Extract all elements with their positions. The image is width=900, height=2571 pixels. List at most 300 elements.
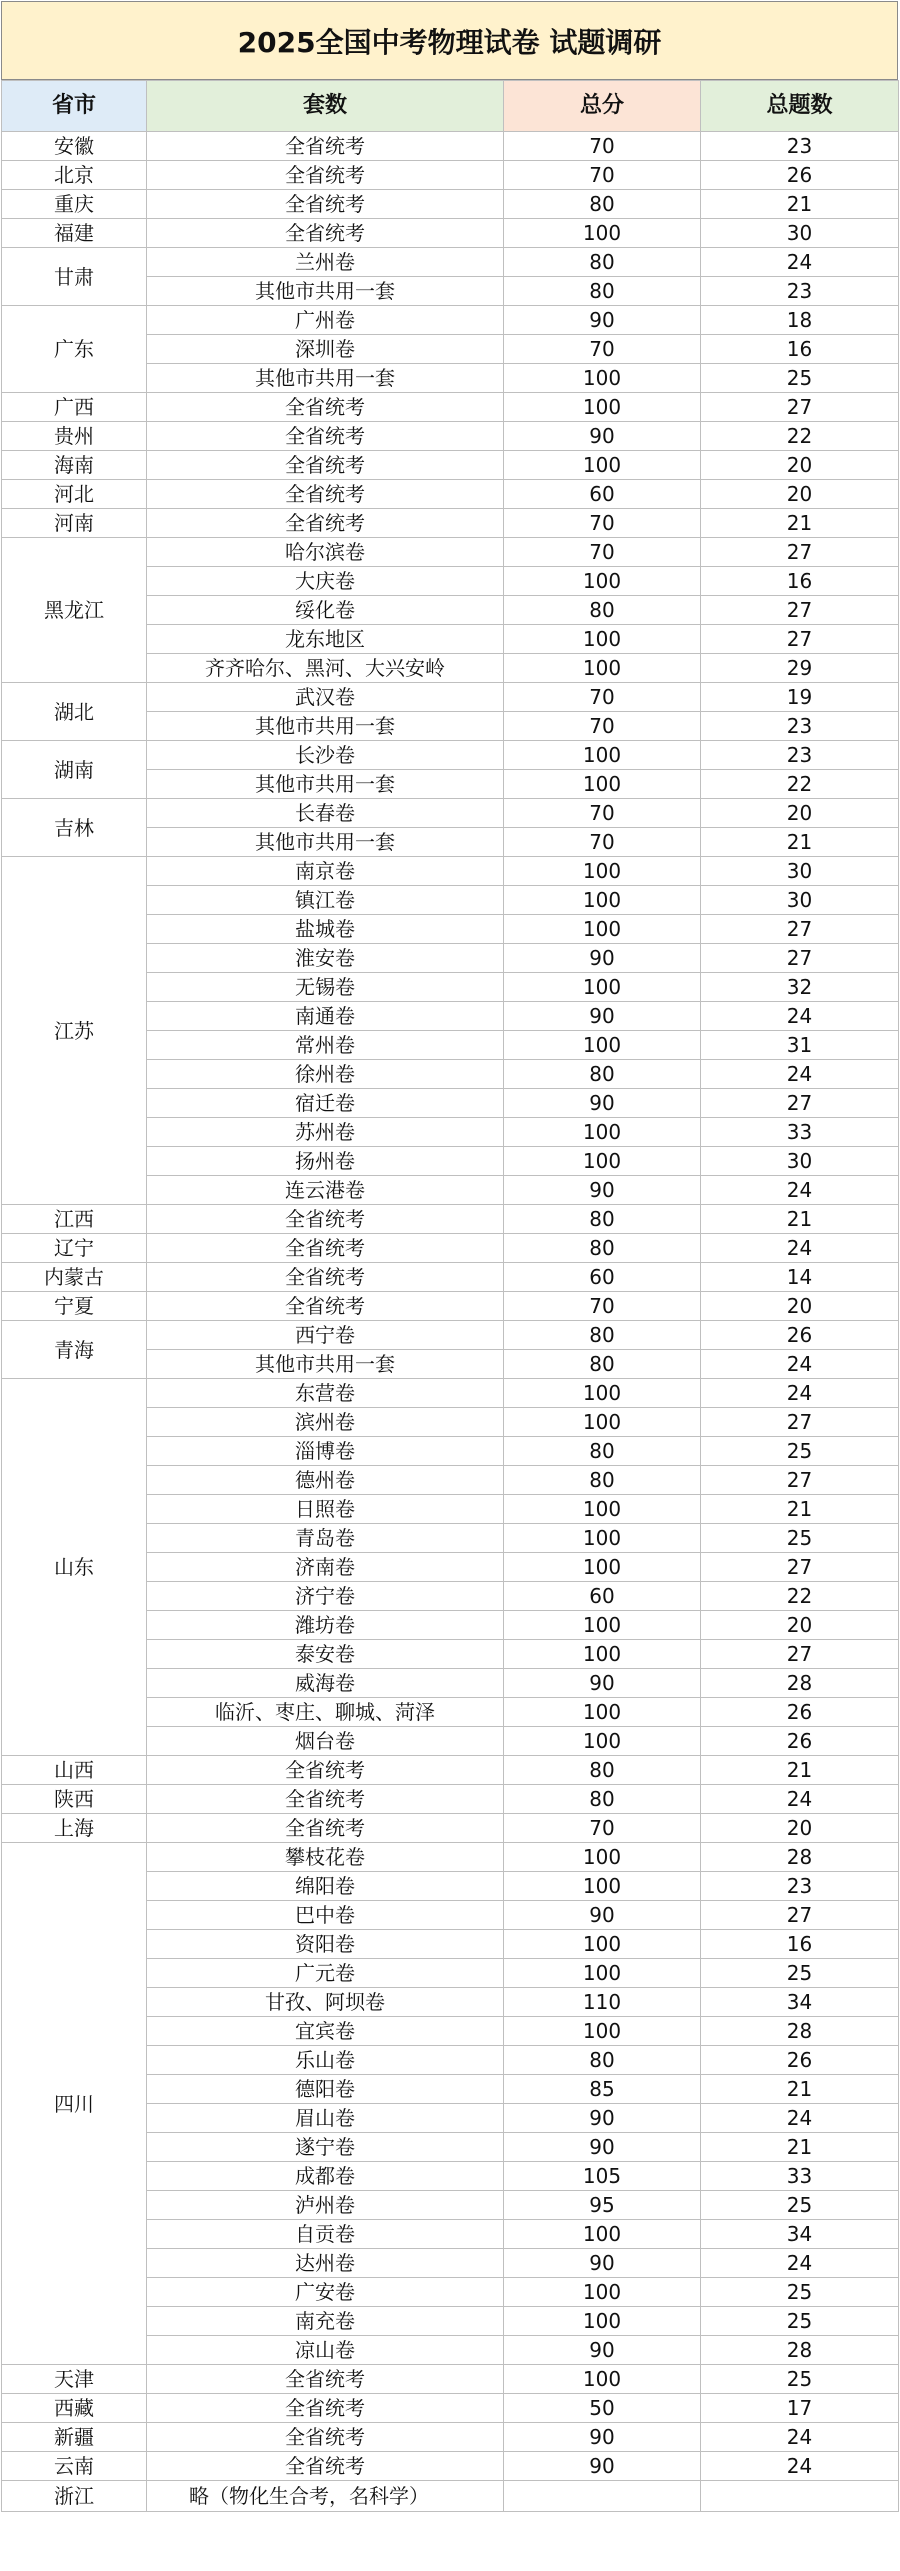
score-cell: 100: [504, 2307, 701, 2336]
question-count-cell: 25: [701, 1524, 899, 1553]
score-cell: 100: [504, 654, 701, 683]
table-row: [2, 2452, 899, 2481]
province-cell: 吉林: [2, 799, 147, 857]
score-cell: 80: [504, 1205, 701, 1234]
paper-cell: 长春卷: [147, 799, 504, 828]
question-count-cell: 24: [701, 2452, 899, 2481]
score-cell: 50: [504, 2394, 701, 2423]
question-count-cell: 24: [701, 1002, 899, 1031]
paper-cell: 凉山卷: [147, 2336, 504, 2365]
score-cell: 70: [504, 799, 701, 828]
paper-cell: 济宁卷: [147, 1582, 504, 1611]
score-cell: 100: [504, 2278, 701, 2307]
question-count-cell: 25: [701, 1437, 899, 1466]
score-cell: 100: [504, 2365, 701, 2394]
header-papers: 套数: [147, 81, 504, 132]
question-count-cell: 26: [701, 1727, 899, 1756]
question-count-cell: 21: [701, 2133, 899, 2162]
table-row: [2, 2423, 899, 2452]
score-cell: 70: [504, 683, 701, 712]
score-cell: [504, 2481, 701, 2512]
question-count-cell: 33: [701, 2162, 899, 2191]
score-cell: 70: [504, 161, 701, 190]
score-cell: 100: [504, 1930, 701, 1959]
table-row: [2, 1292, 899, 1321]
paper-cell: 其他市共用一套: [147, 828, 504, 857]
table-row: [2, 2481, 899, 2512]
score-cell: 60: [504, 480, 701, 509]
paper-cell: 南京卷: [147, 857, 504, 886]
paper-cell: 巴中卷: [147, 1901, 504, 1930]
question-count-cell: 34: [701, 1988, 899, 2017]
score-cell: 100: [504, 364, 701, 393]
province-cell: 云南: [2, 2452, 147, 2481]
score-cell: 100: [504, 1698, 701, 1727]
table-row: [2, 2394, 899, 2423]
paper-cell: 龙东地区: [147, 625, 504, 654]
score-cell: 110: [504, 1988, 701, 2017]
paper-cell: 徐州卷: [147, 1060, 504, 1089]
question-count-cell: 20: [701, 1292, 899, 1321]
paper-cell: 南充卷: [147, 2307, 504, 2336]
score-cell: 100: [504, 567, 701, 596]
table-row: [2, 857, 899, 886]
question-count-cell: 25: [701, 2191, 899, 2220]
province-cell: 河南: [2, 509, 147, 538]
score-cell: 90: [504, 2104, 701, 2133]
table-row: [2, 1756, 899, 1785]
table-row: [2, 2365, 899, 2394]
paper-cell: 无锡卷: [147, 973, 504, 1002]
question-count-cell: 24: [701, 2423, 899, 2452]
paper-cell: 全省统考: [147, 480, 504, 509]
paper-cell: 全省统考: [147, 1292, 504, 1321]
score-cell: 70: [504, 1292, 701, 1321]
province-cell: 四川: [2, 1843, 147, 2365]
score-cell: 90: [504, 1002, 701, 1031]
exam-table: [1, 80, 899, 2512]
score-cell: 100: [504, 1727, 701, 1756]
table-row: [2, 480, 899, 509]
table-row: [2, 1785, 899, 1814]
paper-cell: 武汉卷: [147, 683, 504, 712]
score-cell: 100: [504, 741, 701, 770]
score-cell: 100: [504, 1408, 701, 1437]
question-count-cell: 22: [701, 770, 899, 799]
question-count-cell: 16: [701, 335, 899, 364]
province-cell: 辽宁: [2, 1234, 147, 1263]
score-cell: 80: [504, 1756, 701, 1785]
question-count-cell: 34: [701, 2220, 899, 2249]
paper-cell: 全省统考: [147, 219, 504, 248]
question-count-cell: 21: [701, 509, 899, 538]
score-cell: 95: [504, 2191, 701, 2220]
province-cell: 新疆: [2, 2423, 147, 2452]
header-province: 省市: [2, 81, 147, 132]
paper-cell: 全省统考: [147, 2365, 504, 2394]
score-cell: 100: [504, 770, 701, 799]
score-cell: 100: [504, 1524, 701, 1553]
paper-cell: 临沂、枣庄、聊城、菏泽: [147, 1698, 504, 1727]
score-cell: 70: [504, 538, 701, 567]
question-count-cell: 22: [701, 1582, 899, 1611]
paper-cell: 全省统考: [147, 422, 504, 451]
paper-cell: 长沙卷: [147, 741, 504, 770]
paper-cell: 淮安卷: [147, 944, 504, 973]
table-row: [2, 538, 899, 567]
province-cell: 宁夏: [2, 1292, 147, 1321]
question-count-cell: 27: [701, 944, 899, 973]
spreadsheet: [1, 1, 898, 2512]
question-count-cell: 24: [701, 1176, 899, 1205]
score-cell: 100: [504, 973, 701, 1002]
paper-cell: 略（物化生合考，名科学）: [147, 2481, 504, 2512]
question-count-cell: 21: [701, 828, 899, 857]
question-count-cell: 20: [701, 1611, 899, 1640]
score-cell: 70: [504, 712, 701, 741]
table-body: [2, 132, 899, 2512]
score-cell: 100: [504, 1379, 701, 1408]
question-count-cell: 23: [701, 712, 899, 741]
paper-cell: 资阳卷: [147, 1930, 504, 1959]
paper-cell: 齐齐哈尔、黑河、大兴安岭: [147, 654, 504, 683]
paper-cell: 自贡卷: [147, 2220, 504, 2249]
province-cell: 海南: [2, 451, 147, 480]
province-cell: 福建: [2, 219, 147, 248]
score-cell: 90: [504, 1176, 701, 1205]
question-count-cell: 28: [701, 1669, 899, 1698]
table-row: [2, 1234, 899, 1263]
score-cell: 80: [504, 1350, 701, 1379]
paper-cell: 全省统考: [147, 132, 504, 161]
paper-cell: 其他市共用一套: [147, 1350, 504, 1379]
table-row: [2, 1843, 899, 1872]
table-row: [2, 799, 899, 828]
table-row: [2, 1814, 899, 1843]
paper-cell: 宿迁卷: [147, 1089, 504, 1118]
question-count-cell: 24: [701, 2249, 899, 2278]
score-cell: 90: [504, 1901, 701, 1930]
question-count-cell: 31: [701, 1031, 899, 1060]
paper-cell: 泸州卷: [147, 2191, 504, 2220]
question-count-cell: 27: [701, 625, 899, 654]
paper-cell: 全省统考: [147, 1785, 504, 1814]
score-cell: 100: [504, 1031, 701, 1060]
question-count-cell: 26: [701, 161, 899, 190]
paper-cell: 达州卷: [147, 2249, 504, 2278]
province-cell: 北京: [2, 161, 147, 190]
paper-cell: 大庆卷: [147, 567, 504, 596]
paper-cell: 全省统考: [147, 1756, 504, 1785]
province-cell: 内蒙古: [2, 1263, 147, 1292]
table-row: [2, 741, 899, 770]
question-count-cell: 16: [701, 1930, 899, 1959]
question-count-cell: 29: [701, 654, 899, 683]
question-count-cell: 25: [701, 364, 899, 393]
province-cell: 西藏: [2, 2394, 147, 2423]
table-row: [2, 422, 899, 451]
paper-cell: 滨州卷: [147, 1408, 504, 1437]
paper-cell: 东营卷: [147, 1379, 504, 1408]
paper-cell: 苏州卷: [147, 1118, 504, 1147]
question-count-cell: 27: [701, 596, 899, 625]
question-count-cell: 20: [701, 1814, 899, 1843]
score-cell: 100: [504, 915, 701, 944]
score-cell: 100: [504, 1147, 701, 1176]
question-count-cell: 27: [701, 915, 899, 944]
score-cell: 90: [504, 2133, 701, 2162]
score-cell: 90: [504, 1669, 701, 1698]
table-row: [2, 161, 899, 190]
score-cell: 80: [504, 1785, 701, 1814]
paper-cell: 宜宾卷: [147, 2017, 504, 2046]
score-cell: 100: [504, 1553, 701, 1582]
question-count-cell: 27: [701, 1089, 899, 1118]
paper-cell: 全省统考: [147, 2452, 504, 2481]
score-cell: 100: [504, 1640, 701, 1669]
paper-cell: 深圳卷: [147, 335, 504, 364]
paper-cell: 南通卷: [147, 1002, 504, 1031]
question-count-cell: 28: [701, 1843, 899, 1872]
question-count-cell: 24: [701, 248, 899, 277]
score-cell: 105: [504, 2162, 701, 2191]
score-cell: 80: [504, 1437, 701, 1466]
paper-cell: 济南卷: [147, 1553, 504, 1582]
header-question-count: 总题数: [701, 81, 899, 132]
score-cell: 60: [504, 1263, 701, 1292]
question-count-cell: 26: [701, 1321, 899, 1350]
header-row: [2, 81, 899, 132]
table-row: [2, 1263, 899, 1292]
score-cell: 70: [504, 132, 701, 161]
table-row: [2, 683, 899, 712]
table-row: [2, 1379, 899, 1408]
paper-cell: 全省统考: [147, 2423, 504, 2452]
score-cell: 100: [504, 1872, 701, 1901]
question-count-cell: 17: [701, 2394, 899, 2423]
question-count-cell: 30: [701, 219, 899, 248]
question-count-cell: 26: [701, 2046, 899, 2075]
score-cell: 80: [504, 1466, 701, 1495]
paper-cell: 西宁卷: [147, 1321, 504, 1350]
score-cell: 100: [504, 1118, 701, 1147]
paper-cell: 全省统考: [147, 1814, 504, 1843]
question-count-cell: 14: [701, 1263, 899, 1292]
score-cell: 100: [504, 393, 701, 422]
paper-cell: 烟台卷: [147, 1727, 504, 1756]
score-cell: 100: [504, 219, 701, 248]
paper-cell: 遂宁卷: [147, 2133, 504, 2162]
paper-cell: 广元卷: [147, 1959, 504, 1988]
score-cell: 80: [504, 248, 701, 277]
question-count-cell: 16: [701, 567, 899, 596]
question-count-cell: 24: [701, 1785, 899, 1814]
province-cell: 广东: [2, 306, 147, 393]
question-count-cell: 21: [701, 190, 899, 219]
province-cell: 安徽: [2, 132, 147, 161]
score-cell: 80: [504, 2046, 701, 2075]
province-cell: 河北: [2, 480, 147, 509]
question-count-cell: 20: [701, 480, 899, 509]
question-count-cell: 21: [701, 1495, 899, 1524]
paper-cell: 日照卷: [147, 1495, 504, 1524]
table-row: [2, 306, 899, 335]
question-count-cell: 28: [701, 2017, 899, 2046]
question-count-cell: 21: [701, 2075, 899, 2104]
score-cell: 100: [504, 1843, 701, 1872]
paper-cell: 全省统考: [147, 509, 504, 538]
question-count-cell: 24: [701, 1060, 899, 1089]
question-count-cell: 21: [701, 1756, 899, 1785]
province-cell: 上海: [2, 1814, 147, 1843]
score-cell: 60: [504, 1582, 701, 1611]
score-cell: 80: [504, 1321, 701, 1350]
province-cell: 贵州: [2, 422, 147, 451]
paper-cell: 全省统考: [147, 451, 504, 480]
table-row: [2, 509, 899, 538]
score-cell: 70: [504, 335, 701, 364]
province-cell: 广西: [2, 393, 147, 422]
paper-cell: 广州卷: [147, 306, 504, 335]
paper-cell: 德阳卷: [147, 2075, 504, 2104]
question-count-cell: 25: [701, 2365, 899, 2394]
table-row: [2, 219, 899, 248]
score-cell: 80: [504, 1234, 701, 1263]
province-cell: 江苏: [2, 857, 147, 1205]
question-count-cell: 21: [701, 1205, 899, 1234]
paper-cell: 全省统考: [147, 2394, 504, 2423]
paper-cell: 攀枝花卷: [147, 1843, 504, 1872]
question-count-cell: 26: [701, 1698, 899, 1727]
table-row: [2, 1205, 899, 1234]
score-cell: 90: [504, 2249, 701, 2278]
province-cell: 浙江: [2, 2481, 147, 2512]
question-count-cell: 27: [701, 538, 899, 567]
province-cell: 山东: [2, 1379, 147, 1756]
province-cell: 山西: [2, 1756, 147, 1785]
question-count-cell: 23: [701, 277, 899, 306]
score-cell: 100: [504, 625, 701, 654]
question-count-cell: 27: [701, 1640, 899, 1669]
province-cell: 湖北: [2, 683, 147, 741]
question-count-cell: 30: [701, 1147, 899, 1176]
score-cell: 70: [504, 828, 701, 857]
table-row: [2, 132, 899, 161]
question-count-cell: 25: [701, 2307, 899, 2336]
question-count-cell: 27: [701, 1408, 899, 1437]
question-count-cell: 27: [701, 393, 899, 422]
score-cell: 90: [504, 2452, 701, 2481]
question-count-cell: 23: [701, 741, 899, 770]
score-cell: 90: [504, 2423, 701, 2452]
paper-cell: 常州卷: [147, 1031, 504, 1060]
paper-cell: 青岛卷: [147, 1524, 504, 1553]
question-count-cell: 27: [701, 1466, 899, 1495]
paper-cell: 兰州卷: [147, 248, 504, 277]
score-cell: 100: [504, 857, 701, 886]
paper-cell: 镇江卷: [147, 886, 504, 915]
question-count-cell: 33: [701, 1118, 899, 1147]
paper-cell: 潍坊卷: [147, 1611, 504, 1640]
paper-cell: 其他市共用一套: [147, 364, 504, 393]
sheet-title: 2025全国中考物理试卷 试题调研: [1, 1, 898, 80]
question-count-cell: 20: [701, 451, 899, 480]
score-cell: 100: [504, 2017, 701, 2046]
question-count-cell: 24: [701, 1350, 899, 1379]
score-cell: 90: [504, 1089, 701, 1118]
score-cell: 100: [504, 1959, 701, 1988]
paper-cell: 扬州卷: [147, 1147, 504, 1176]
question-count-cell: 18: [701, 306, 899, 335]
score-cell: 85: [504, 2075, 701, 2104]
province-cell: 黑龙江: [2, 538, 147, 683]
paper-cell: 泰安卷: [147, 1640, 504, 1669]
question-count-cell: 27: [701, 1553, 899, 1582]
province-cell: 重庆: [2, 190, 147, 219]
score-cell: 80: [504, 596, 701, 625]
paper-cell: 甘孜、阿坝卷: [147, 1988, 504, 2017]
table-row: [2, 393, 899, 422]
score-cell: 90: [504, 422, 701, 451]
paper-cell: 盐城卷: [147, 915, 504, 944]
question-count-cell: 20: [701, 799, 899, 828]
score-cell: 100: [504, 451, 701, 480]
score-cell: 70: [504, 1814, 701, 1843]
score-cell: 100: [504, 886, 701, 915]
paper-cell: 全省统考: [147, 393, 504, 422]
paper-cell: 眉山卷: [147, 2104, 504, 2133]
paper-cell: 成都卷: [147, 2162, 504, 2191]
score-cell: 80: [504, 190, 701, 219]
question-count-cell: [701, 2481, 899, 2512]
paper-cell: 全省统考: [147, 190, 504, 219]
paper-cell: 连云港卷: [147, 1176, 504, 1205]
paper-cell: 乐山卷: [147, 2046, 504, 2075]
score-cell: 70: [504, 509, 701, 538]
question-count-cell: 24: [701, 1379, 899, 1408]
score-cell: 90: [504, 306, 701, 335]
score-cell: 100: [504, 1611, 701, 1640]
score-cell: 80: [504, 1060, 701, 1089]
province-cell: 甘肃: [2, 248, 147, 306]
paper-cell: 广安卷: [147, 2278, 504, 2307]
question-count-cell: 23: [701, 132, 899, 161]
paper-cell: 全省统考: [147, 1205, 504, 1234]
paper-cell: 淄博卷: [147, 1437, 504, 1466]
question-count-cell: 30: [701, 886, 899, 915]
question-count-cell: 25: [701, 2278, 899, 2307]
table-row: [2, 1321, 899, 1350]
question-count-cell: 25: [701, 1959, 899, 1988]
province-cell: 青海: [2, 1321, 147, 1379]
question-count-cell: 22: [701, 422, 899, 451]
paper-cell: 全省统考: [147, 1234, 504, 1263]
province-cell: 湖南: [2, 741, 147, 799]
province-cell: 江西: [2, 1205, 147, 1234]
question-count-cell: 24: [701, 2104, 899, 2133]
paper-cell: 其他市共用一套: [147, 712, 504, 741]
province-cell: 陕西: [2, 1785, 147, 1814]
question-count-cell: 30: [701, 857, 899, 886]
paper-cell: 其他市共用一套: [147, 277, 504, 306]
score-cell: 80: [504, 277, 701, 306]
question-count-cell: 28: [701, 2336, 899, 2365]
question-count-cell: 23: [701, 1872, 899, 1901]
paper-cell: 全省统考: [147, 1263, 504, 1292]
question-count-cell: 32: [701, 973, 899, 1002]
score-cell: 90: [504, 2336, 701, 2365]
paper-cell: 全省统考: [147, 161, 504, 190]
